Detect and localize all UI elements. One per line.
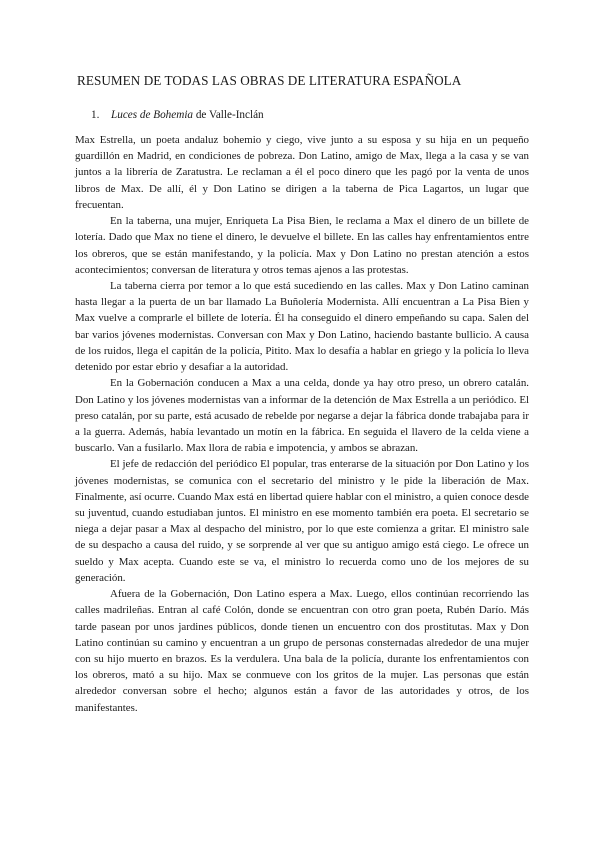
summary-paragraph-5: El jefe de redacción del periódico El popular, tras enterarse de la situación por Don Latino y los jóvenes modernistas, se comunica con el secretario del ministro y le pide la liberación de Max. Finalmente, así ocurre. Cuando Max está en libertad quiere hablar con el ministro, a quien conoce desde su juventud, cuando estudiaban juntos. El ministro en ese momento también era poeta. El secretario se niega a dejar pasar a Max al despacho del ministro, por lo que este comienza a gritar. El ministro sale de su despacho a causa del ruido, y se sorprende al ver que su antiguo amigo está ciego. Le ofrece un sueldo y Max acepta. Cuando este se va, el ministro lo recuerda como uno de los mejores de su generación. bbox=[75, 458, 529, 584]
summary-paragraph-3: La taberna cierra por temor a lo que está sucediendo en las calles. Max y Don Latino caminan hasta llegar a la puerta de un bar llamado La Buñolería Modernista. Allí encuentran a La Pisa Bien y Max vuelve a comprarle el billete de lotería. Él ha conseguido el dinero empeñando su capa. Salen del bar varios jóvenes modernistas. Conversan con Max y Don Latino, haciendo bastante bullicio. A causa de los ruidos, llega el capitán de la policía, Pitito. Max lo desafía a hablar en griego y la policía lo lleva detenido por estar ebrio y desafiar a la autoridad. bbox=[75, 279, 529, 374]
document-title: RESUMEN DE TODAS LAS OBRAS DE LITERATURA ESPAÑOLA bbox=[77, 73, 462, 88]
summary-body bbox=[75, 132, 529, 716]
summary-paragraph-4: En la Gobernación conducen a Max a una celda, donde ya hay otro preso, un obrero catalán. Don Latino y los jóvenes modernistas van a informar de la detención de Max Estrella a un periódico. El preso catalán, por su parte, está acusado de rebelde por negarse a dejar la fábrica donde trabajaba para ir a la guerra. Además, había levantado un motín en la fábrica. En seguida el llavero de la celda viene a buscarlo. Van a fusilarlo. Max llora de rabia e impotencia, y ambos se abrazan. bbox=[75, 377, 529, 455]
summary-paragraph-2: En la taberna, una mujer, Enriqueta La Pisa Bien, le reclama a Max el dinero de un billete de lotería. Dado que Max no tiene el dinero, le devuelve el billete. En las calles hay enfrentamientos entre los obreros, que se están manifestando, y la policía. Max y Don Latino no prestan atención a estos acontecimientos; conversan de literatura y otros temas ajenos a las protestas. bbox=[75, 215, 529, 276]
work-title: Luces de Bohemia bbox=[111, 109, 194, 121]
work-list-item bbox=[91, 109, 264, 121]
summary-paragraph-1: Max Estrella, un poeta andaluz bohemio y ciego, vive junto a su esposa y su hija en un pequeño guardillón en Madrid, en condiciones de pobreza. Don Latino, amigo de Max, llega a la casa y se van juntos a la librería de Zaratustra. Le reclaman a él el poco dinero que les pagó por la venta de unos libros de Max. De allí, él y Don Latino se dirigen a la taberna de Pica Lagartos, un lugar que frecuentan. bbox=[75, 134, 529, 211]
work-author: de Valle-Inclán bbox=[193, 109, 264, 121]
list-number: 1. bbox=[91, 109, 100, 121]
summary-paragraph-6: Afuera de la Gobernación, Don Latino espera a Max. Luego, ellos continúan recorriendo las calles madrileñas. Entran al café Colón, donde se encuentran con otro gran poeta, Rubén Darío. Más tarde pasean por unos jardines públicos, donde tienen un encuentro con dos prostitutas. Max y Don Latino continúan su camino y encuentran a un grupo de personas consternadas alrededor de una mujer con su hijo muerto en brazos. Es la verdulera. Una bala de la policía, durante los enfrentamientos con los obreros, mató a su hijo. Max se conmueve con los gritos de la mujer. Las personas que están alrededor conversan sobre el hecho; algunos están a favor de las autoridades y otros, de los manifestantes. bbox=[75, 588, 529, 714]
